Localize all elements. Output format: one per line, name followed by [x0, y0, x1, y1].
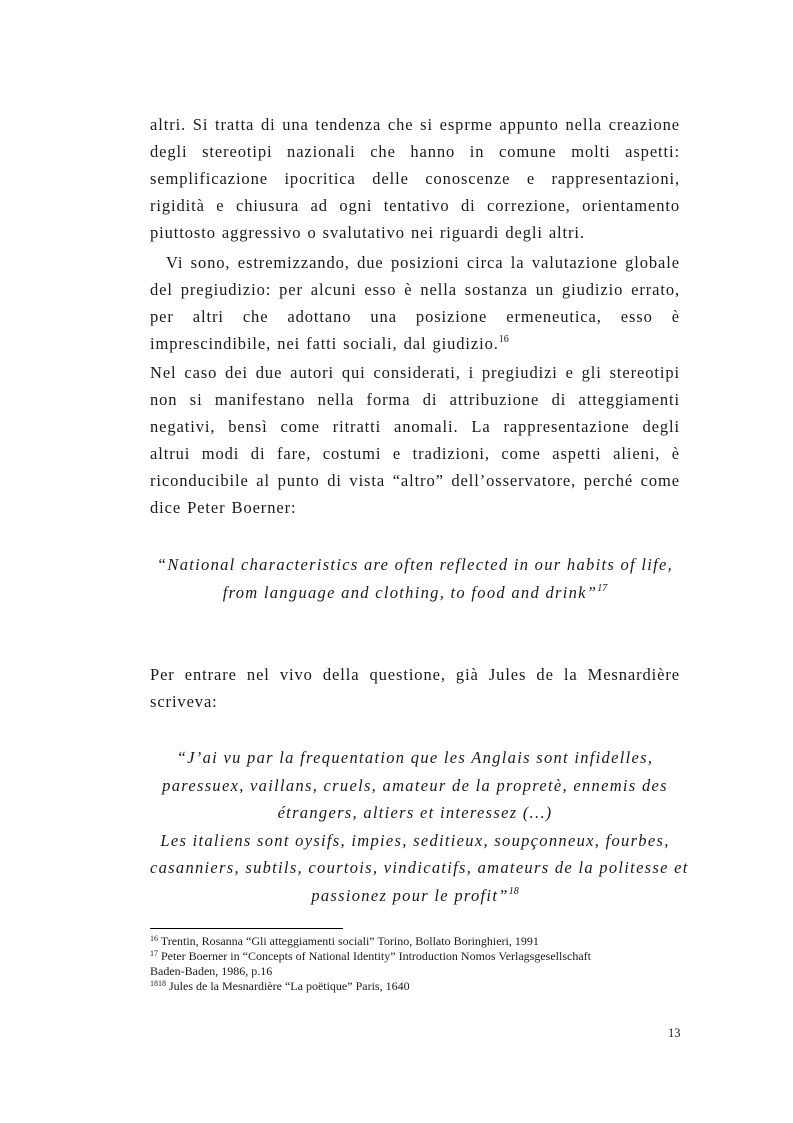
text-line: riconducibile al punto di vista “altro” dell’osservatore, perché come — [150, 471, 680, 490]
footnote-16 — [150, 934, 690, 949]
page-number: 13 — [668, 1026, 681, 1040]
text-line: Nel caso dei due autori qui considerati, i pregiudizi e gli stereotipi — [150, 363, 680, 382]
paragraph-4 — [150, 661, 680, 715]
text-line — [150, 330, 680, 357]
quote-line: “National characteristics are often reflected in our habits of life, — [156, 555, 674, 574]
text-line: dice Peter Boerner: — [150, 498, 297, 517]
footnote-mark: 16 — [150, 934, 158, 943]
footnotes — [150, 934, 690, 994]
quote-line-content: passionez pour le profit” — [311, 885, 509, 905]
footnote-mark: 1818 — [150, 979, 166, 988]
footnote-text: Jules de la Mesnardière “La poëtique” Paris, 1640 — [166, 979, 410, 993]
text-line: non si manifestano nella forma di attribuzione di atteggiamenti — [150, 390, 680, 409]
text-line: Vi sono, estremizzando, due posizioni circa la valutazione globale — [166, 253, 680, 272]
text-line: rigidità e chiusura ad ogni tentativo di correzione, orientamento — [150, 196, 680, 215]
footnote-ref-17: 17 — [597, 582, 608, 594]
quote-line: casanniers, subtils, courtois, vindicatifs, amateurs de la politesse et — [150, 858, 689, 877]
text-line-content: imprescindibile, nei fatti sociali, dal giudizio. — [150, 334, 499, 353]
quote-line: Les italiens sont oysifs, impies, seditieux, soupçonneux, fourbes, — [160, 830, 670, 850]
footnote-text: Trentin, Rosanna “Gli atteggiamenti sociali” Torino, Bollato Boringhieri, 1991 — [158, 934, 539, 948]
text-line: piuttosto aggressivo o svalutativo nei riguardi degli altri. — [150, 223, 585, 242]
paragraph-3 — [150, 359, 680, 521]
quote-line — [150, 882, 680, 910]
footnote-separator — [150, 928, 343, 929]
text-line: degli stereotipi nazionali che hanno in comune molti aspetti: — [150, 142, 680, 161]
footnote-17-continued: Baden-Baden, 1986, p.16 — [150, 964, 273, 978]
footnote-ref-18: 18 — [508, 885, 519, 897]
paragraph-1 — [150, 111, 680, 246]
text-line: scriveva: — [150, 692, 218, 711]
quote-line: étrangers, altiers et interessez (…) — [277, 803, 553, 822]
block-quote-boerner — [150, 551, 680, 606]
text-line: del pregiudizio: per alcuni esso è nella sostanza un giudizio errato, — [150, 280, 680, 299]
text-line: altri. Si tratta di una tendenza che si esprme appunto nella creazione — [150, 115, 680, 134]
quote-line — [150, 579, 680, 607]
quote-line-content: from language and clothing, to food and drink” — [222, 582, 598, 602]
text-line: per altri che adottano una posizione ermeneutica, esso è — [150, 307, 680, 326]
block-quote-mesnardiere — [150, 744, 689, 909]
paragraph-2 — [150, 249, 680, 357]
text-line: altrui modi di fare, costumi e tradizioni, come aspetti alieni, è — [150, 444, 680, 463]
footnote-ref-16: 16 — [498, 334, 509, 345]
text-line: semplificazione ipocritica delle conoscenze e rappresentazioni, — [150, 169, 680, 188]
footnote-18 — [150, 979, 690, 994]
footnote-text: Peter Boerner in “Concepts of National Identity” Introduction Nomos Verlagsgesellschaft — [158, 949, 591, 963]
quote-line: “J’ai vu par la frequentation que les Anglais sont infidelles, — [176, 748, 654, 767]
footnote-mark: 17 — [150, 949, 158, 958]
quote-line: paressuex, vaillans, cruels, amateur de la propretè, ennemis des — [162, 775, 668, 795]
text-line: Per entrare nel vivo della questione, già Jules de la Mesnardière — [150, 665, 680, 684]
text-line: negativi, bensì come ritratti anomali. La rappresentazione degli — [150, 417, 680, 436]
footnote-17 — [150, 949, 690, 964]
